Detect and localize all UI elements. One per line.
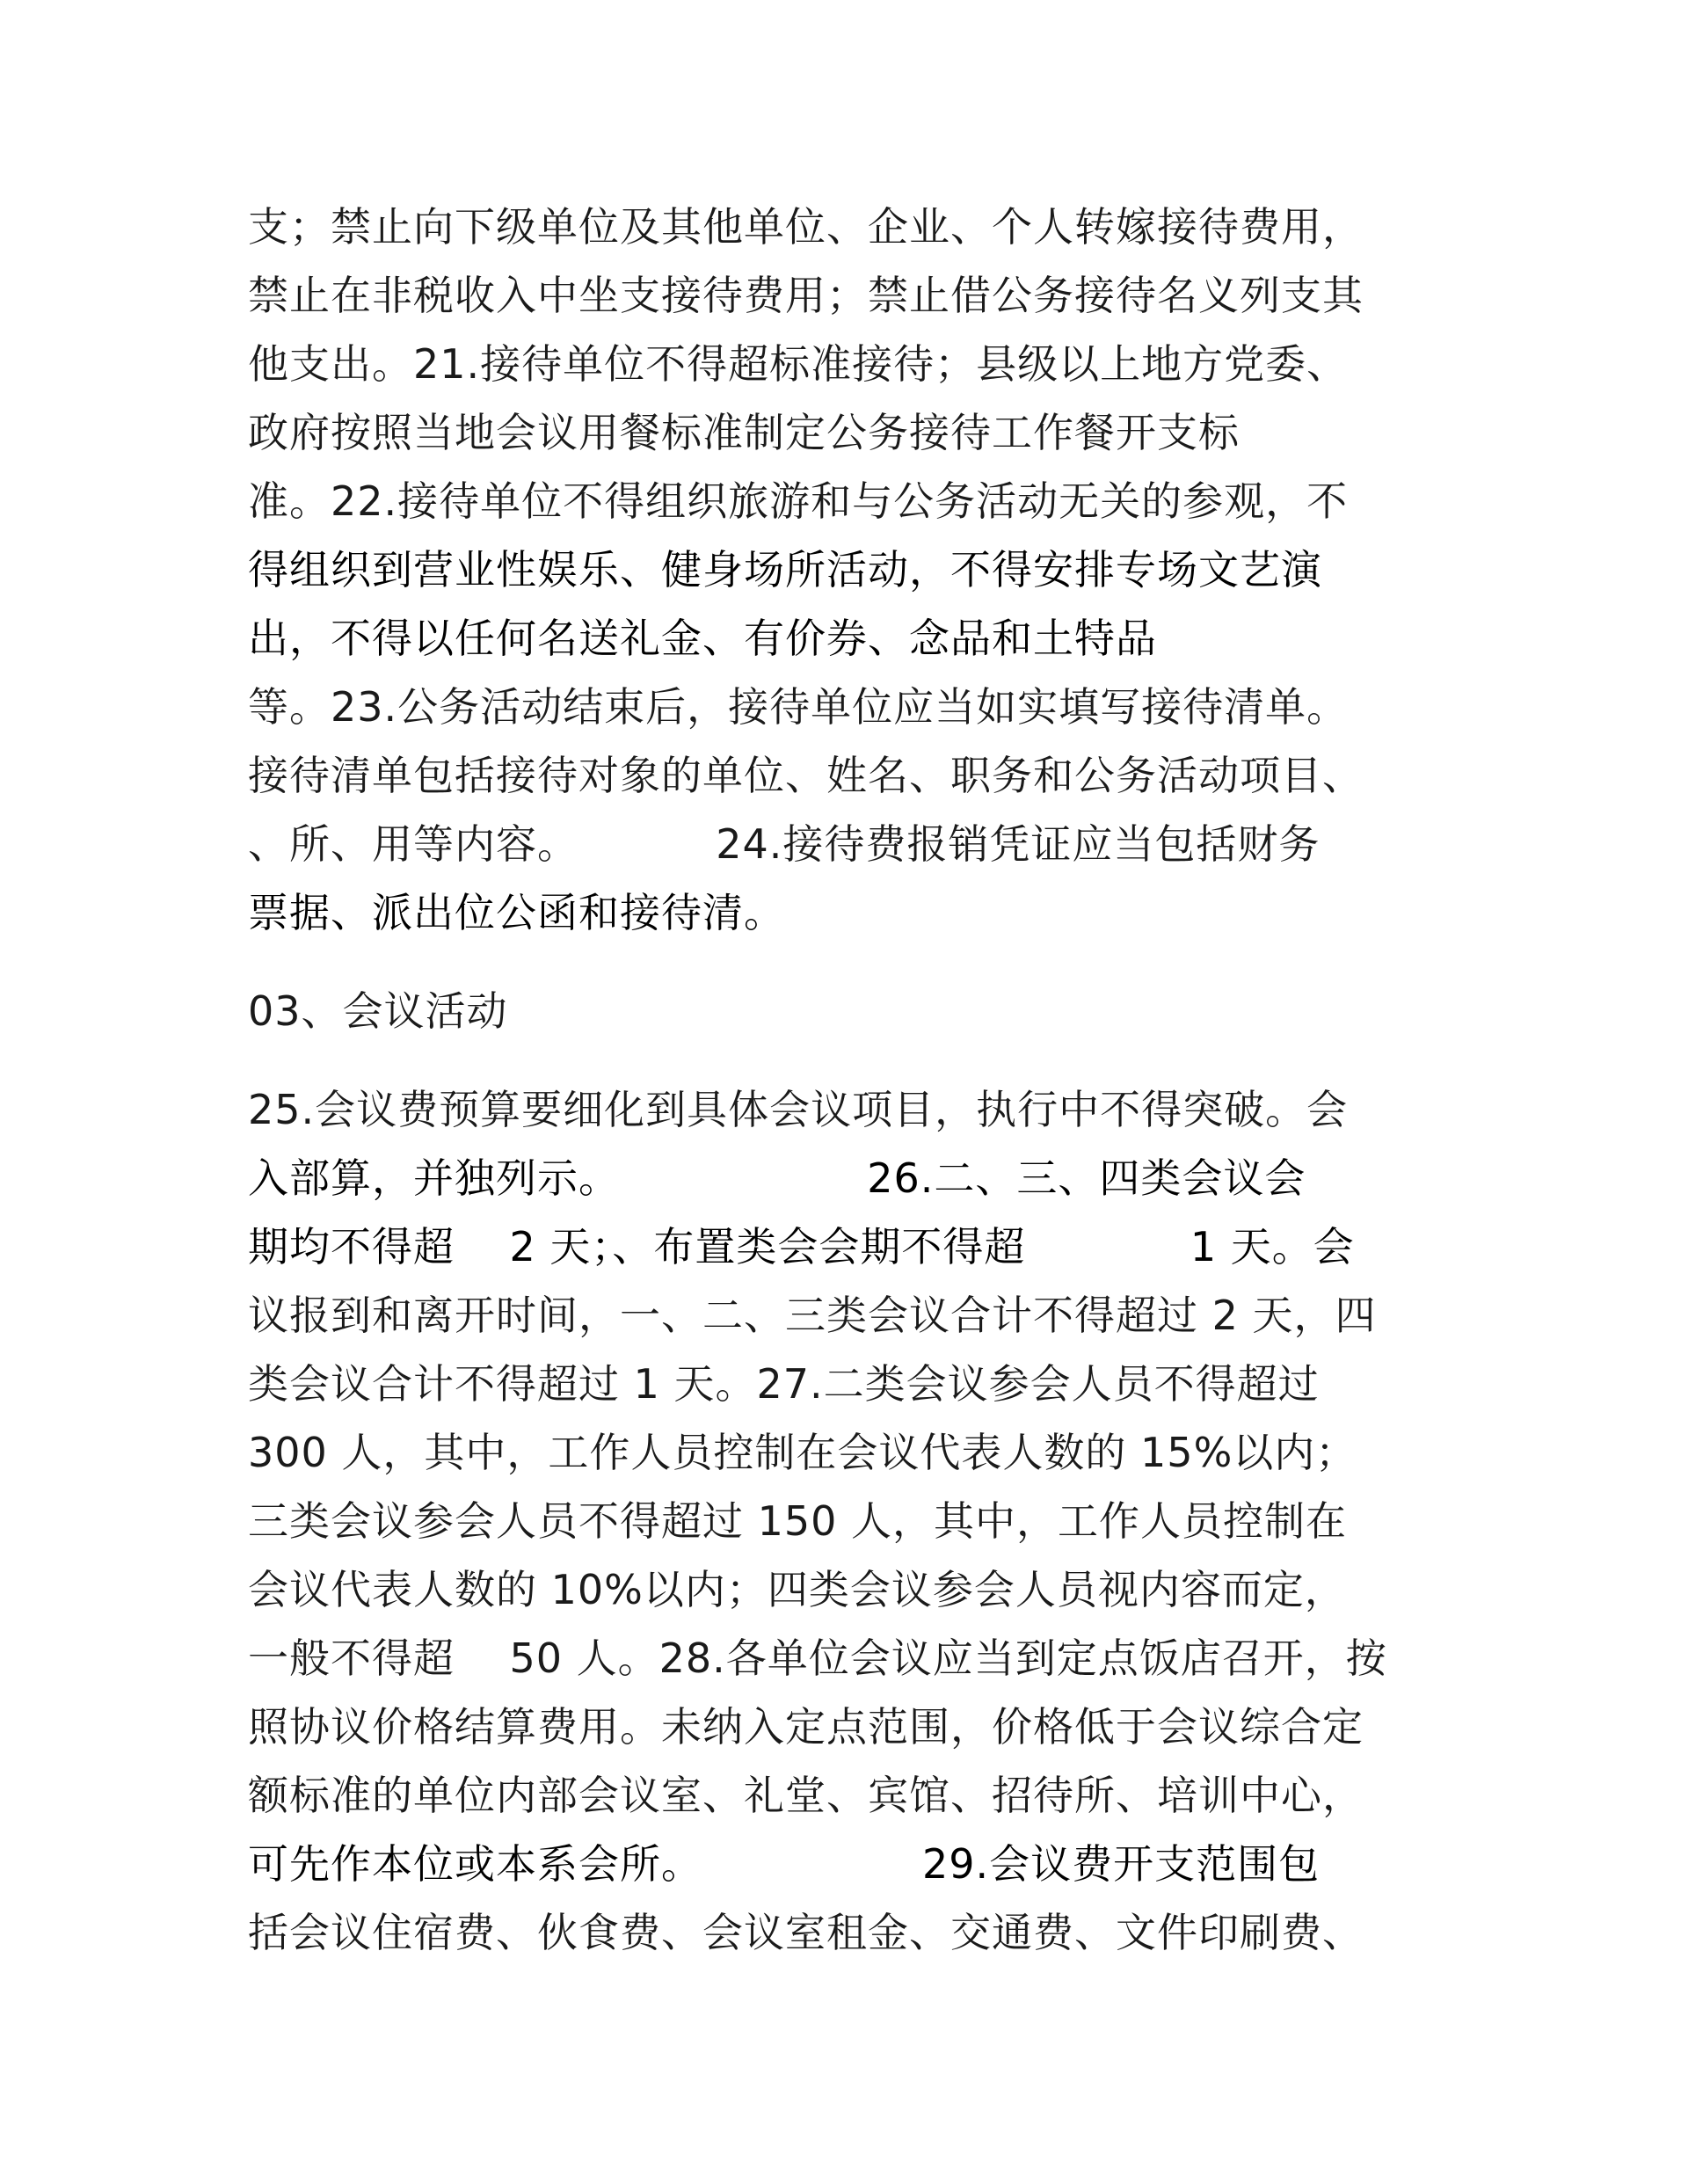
- text-line: 额标准的单位内部会议室、礼堂、宾馆、招待所、培训中心，: [248, 1772, 1364, 1819]
- text-line: 出，不得以任何名送礼金、有价券、念品和土特品: [248, 615, 1157, 662]
- text-line: 类会议合计不得超过 1 天。27.二类会议参会人员不得超过: [248, 1360, 1320, 1408]
- text-line: 票据、派出位公函和接待清。: [248, 889, 785, 936]
- text-line: 、所、用等内容。 24.接待费报销凭证应当包括财务: [248, 820, 1321, 868]
- text-line: 可先作本位或本系会所。 29.会议费开支范围包: [248, 1840, 1321, 1888]
- text-line: 准。22.接待单位不得组织旅游和与公务活动无关的参观，不: [248, 477, 1349, 525]
- text-line: 会议代表人数的 10%以内；四类会议参会人员视内容而定，: [248, 1566, 1346, 1613]
- text-line: 25.会议费预算要细化到具体会议项目，执行中不得突破。会: [248, 1086, 1349, 1133]
- text-line: 一般不得超 50 人。28.各单位会议应当到定点饭店召开，按: [248, 1634, 1387, 1682]
- text-line: 得组织到营业性娱乐、健身场所活动，不得安排专场文艺演: [248, 546, 1322, 593]
- text-line: 议报到和离开时间，一、二、三类会议合计不得超过 2 天，四: [248, 1292, 1377, 1339]
- text-line: 期均不得超 2 天；、布置类会会期不得超 1 天。会: [248, 1223, 1355, 1270]
- text-line: 300 人，其中，工作人员控制在会议代表人数的 15%以内；: [248, 1429, 1357, 1476]
- text-line: 政府按照当地会议用餐标准制定公务接待工作餐开支标: [248, 409, 1240, 456]
- section-heading: 03、会议活动: [248, 987, 508, 1035]
- text-line: 禁止在非税收入中坐支接待费用；禁止借公务接待名义列支其: [248, 272, 1364, 319]
- text-line: 接待清单包括接待对象的单位、姓名、职务和公务活动项目、: [248, 752, 1364, 799]
- text-line: 等。23.公务活动结束后，接待单位应当如实填写接待清单。: [248, 683, 1349, 731]
- text-line: 他支出。21.接待单位不得超标准接待；县级以上地方党委、: [248, 340, 1349, 388]
- text-line: 照协议价格结算费用。未纳入定点范围，价格低于会议综合定: [248, 1703, 1364, 1751]
- text-line: 支；禁止向下级单位及其他单位、企业、个人转嫁接待费用，: [248, 203, 1364, 251]
- text-line: 入部算，并独列示。 26.二、三、四类会议会: [248, 1154, 1306, 1202]
- text-line: 括会议住宿费、伙食费、会议室租金、交通费、文件印刷费、: [248, 1909, 1364, 1956]
- text-line: 三类会议参会人员不得超过 150 人，其中，工作人员控制在: [248, 1497, 1348, 1545]
